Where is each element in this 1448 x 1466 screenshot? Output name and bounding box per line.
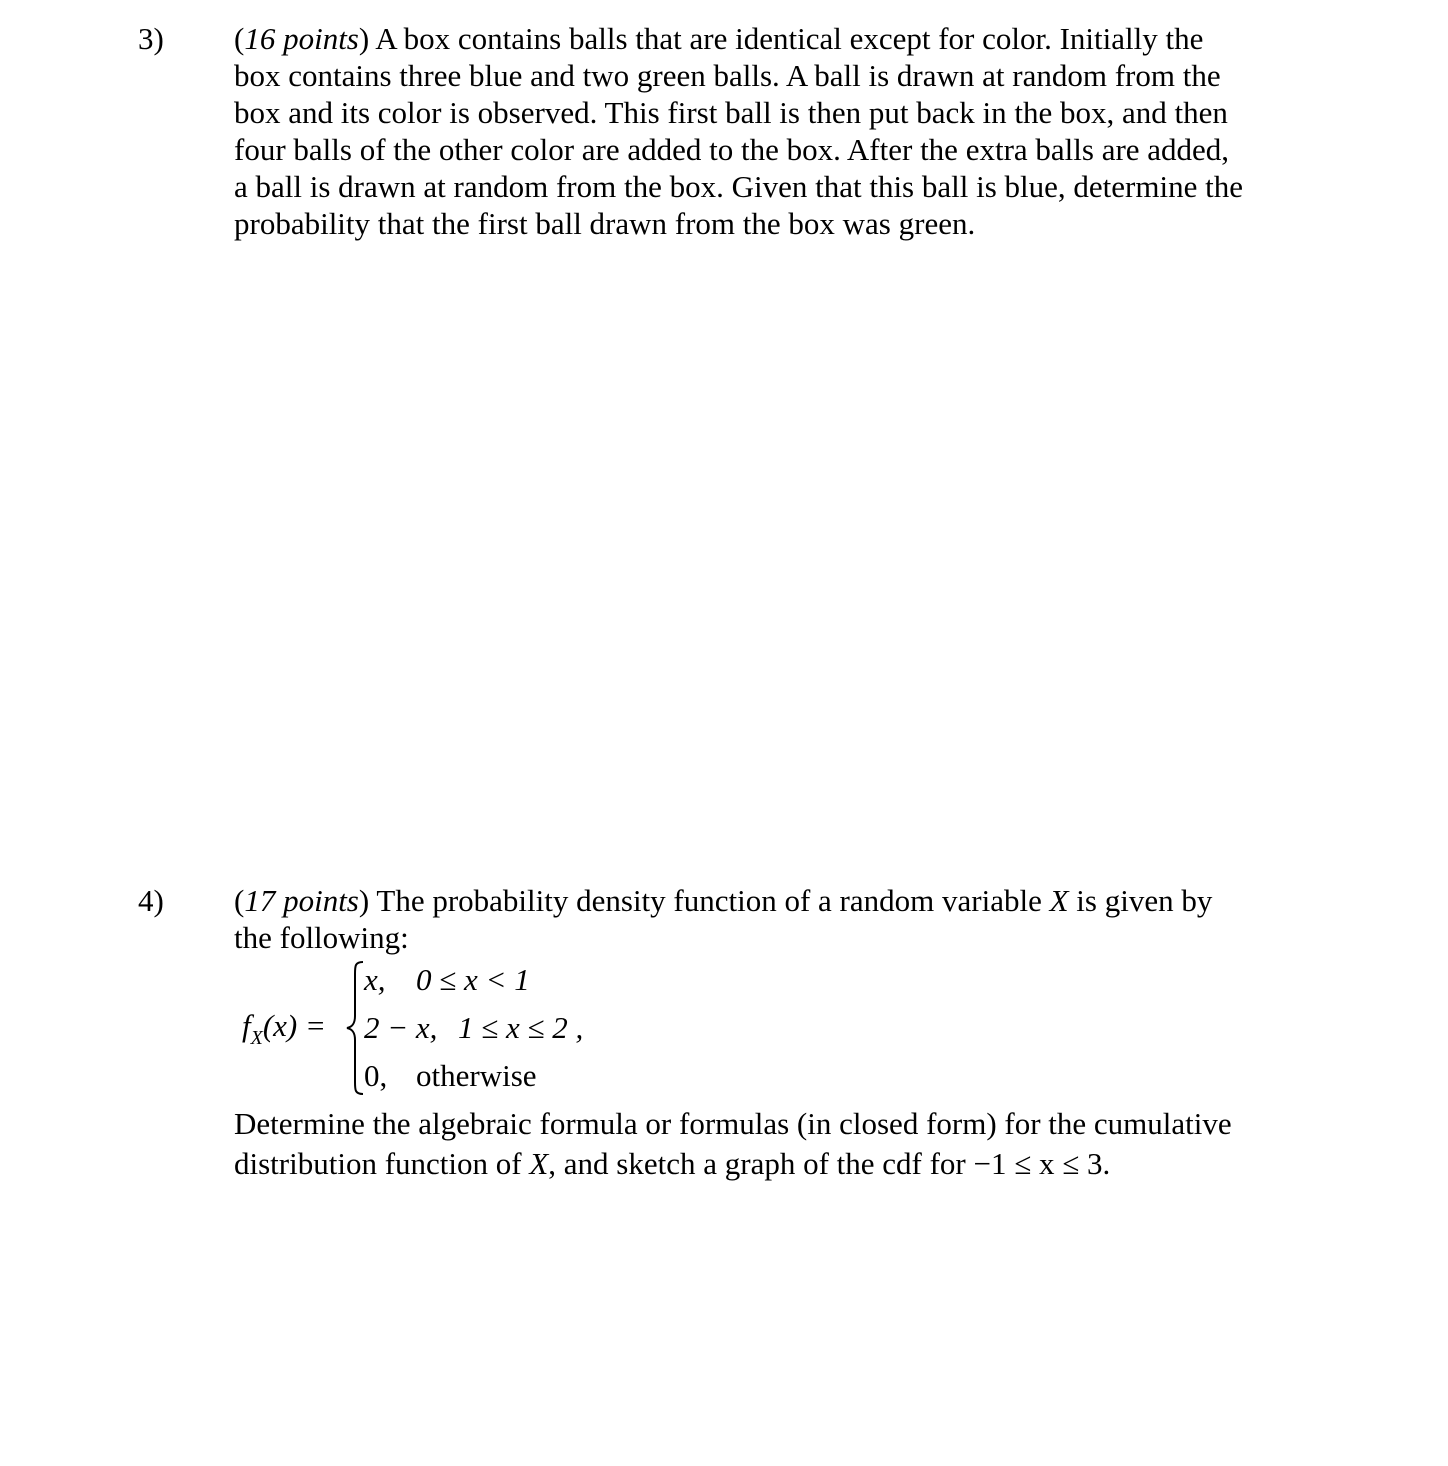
case-2-expression: 2 − x, xyxy=(364,1010,438,1045)
case-2-condition: 1 ≤ x ≤ 2 , xyxy=(458,1010,584,1045)
pdf-formula xyxy=(234,958,834,1098)
question-4-instructions-line-1: Determine the algebraic formula or formulas (in closed form) for the cumulative xyxy=(234,1106,1232,1141)
formula-lhs-rest: (x) = xyxy=(262,1008,326,1043)
question-3-line-3: box and its color is observed. This first ball is then put back in the box, and then xyxy=(234,95,1228,130)
left-brace-icon xyxy=(346,958,366,1098)
question-4-points: 17 points xyxy=(244,883,359,918)
formula-case-2 xyxy=(364,1010,584,1046)
question-3-line-5: a ball is drawn at random from the box. Given that this ball is blue, determine the xyxy=(234,169,1243,204)
question-4-line-1-b: is given by xyxy=(1068,883,1213,918)
question-4-text xyxy=(234,882,1314,956)
case-3-condition: otherwise xyxy=(416,1058,537,1093)
question-3-points: 16 points xyxy=(244,21,359,56)
question-4-line-2: the following: xyxy=(234,920,409,955)
formula-case-3 xyxy=(364,1058,537,1094)
question-3-number: 3) xyxy=(138,21,164,56)
formula-lhs xyxy=(242,1008,326,1049)
question-4-instructions-line-2 xyxy=(234,1144,1314,1184)
case-1-condition: 0 ≤ x < 1 xyxy=(416,962,530,997)
question-4-variable: X xyxy=(1049,883,1069,918)
formula-subscript: X xyxy=(250,1027,263,1049)
formula-f: f xyxy=(242,1008,251,1043)
instructions-variable: X xyxy=(529,1146,549,1181)
question-3-line-2: box contains three blue and two green balls. A ball is drawn at random from the xyxy=(234,58,1221,93)
question-4-line-1: (17 points) The probability density function of a random variable X is given by xyxy=(234,883,1213,918)
instructions-line-2-b: , and sketch a graph of the cdf for −1 ≤ x ≤ 3. xyxy=(548,1146,1111,1181)
case-3-expression: 0, xyxy=(364,1058,388,1093)
question-4-instructions xyxy=(234,1104,1314,1184)
case-1-expression: x, xyxy=(364,962,386,997)
instructions-line-2-a: distribution function of xyxy=(234,1146,530,1181)
question-4-line-1-a: ) The probability density function of a random variable xyxy=(358,883,1050,918)
question-3-text xyxy=(234,20,1314,242)
question-3-line-6: probability that the first ball drawn from the box was green. xyxy=(234,206,976,241)
formula-case-1 xyxy=(364,962,530,998)
question-3-line-4: four balls of the other color are added to the box. After the extra balls are added, xyxy=(234,132,1230,167)
question-3-line-1-text: ) A box contains balls that are identical except for color. Initially the xyxy=(358,21,1204,56)
question-4-number: 4) xyxy=(138,883,164,918)
question-3-line-1: (16 points) A box contains balls that are identical except for color. Initially the xyxy=(234,21,1204,56)
